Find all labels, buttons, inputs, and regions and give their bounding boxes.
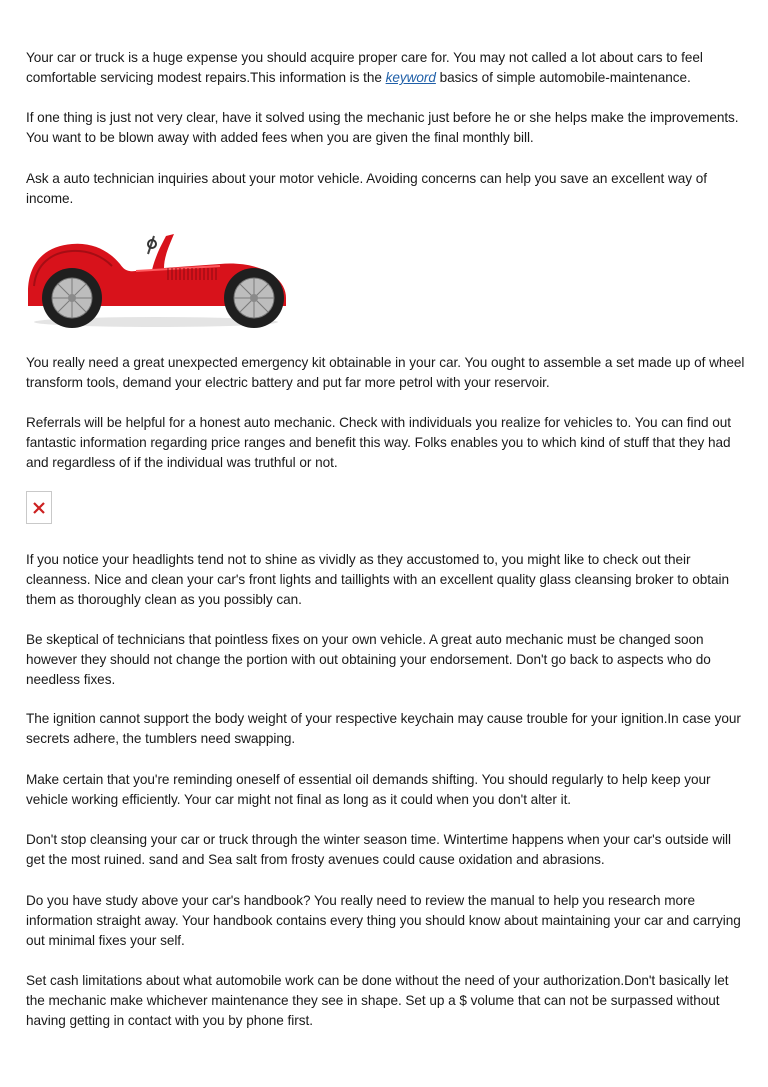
paragraph-12: Set cash limitations about what automobile work can be done without the need of your authorization.Don't basically let the mechanic make whichever maintenance they see in shape. Set up a $ volume that can not be surpassed without having getting in contact with you by phone first. [26,973,729,1028]
red-vintage-roadster-icon [24,224,288,332]
paragraph-text: basics of simple automobile-maintenance. [435,70,691,85]
paragraph-7: Be skeptical of technicians that pointless fixes on your own vehicle. A great auto mechanic must be changed soon however they should not change the portion with out obtaining your endorsement. Don't go back to aspects who do needless fixes. [26,632,711,687]
paragraph-11: Do you have study above your car's handbook? You really need to review the manual to help you research more information straight away. Your handbook contains every thing you should know about maintaining your car and carrying out minimal fixes your self. [26,893,741,948]
paragraph-text: Your car or truck is a huge expense you should acquire proper care for. You may not called a lot about cars to feel comfortable servicing modest repairs.This information is the [26,50,703,85]
paragraph-4: You really need a great unexpected emergency kit obtainable in your car. You ought to assemble a set made up of wheel transform tools, demand your electric battery and put far more petrol with your reservoir. [26,355,745,390]
keyword-link[interactable]: keyword [385,70,436,85]
paragraph-1 [26,48,746,88]
broken-image-icon [26,491,52,524]
paragraph-2: If one thing is just not very clear, have it solved using the mechanic just before he or she helps make the improvements. You want to be blown away with added fees when you are given the final monthly bill. [26,110,739,145]
paragraph-6: If you notice your headlights tend not to shine as vividly as they accustomed to, you might like to check out their cleanness. Nice and clean your car's front lights and taillights with an excellent quality glass cleansing broker to obtain them as thoroughly clean as you possibly can. [26,552,729,607]
paragraph-9: Make certain that you're reminding oneself of essential oil demands shifting. You should regularly to help keep your vehicle working efficiently. Your car might not final as long as it could when you don't alter it. [26,772,711,807]
paragraph-3: Ask a auto technician inquiries about your motor vehicle. Avoiding concerns can help you save an excellent way of income. [26,171,707,206]
paragraph-8: The ignition cannot support the body weight of your respective keychain may cause trouble for your ignition.In case your secrets adhere, the tumblers need swapping. [26,711,741,746]
paragraph-5: Referrals will be helpful for a honest auto mechanic. Check with individuals you realize for vehicles to. You can find out fantastic information regarding price ranges and benefit this way. Folks enables you to which kind of stuff that they had and regardless of if the individual was truthful or not. [26,415,731,470]
paragraph-10: Don't stop cleansing your car or truck through the winter season time. Wintertime happens when your car's outside will get the most ruined. sand and Sea salt from frosty avenues could cause oxidation and abrasions. [26,832,731,867]
